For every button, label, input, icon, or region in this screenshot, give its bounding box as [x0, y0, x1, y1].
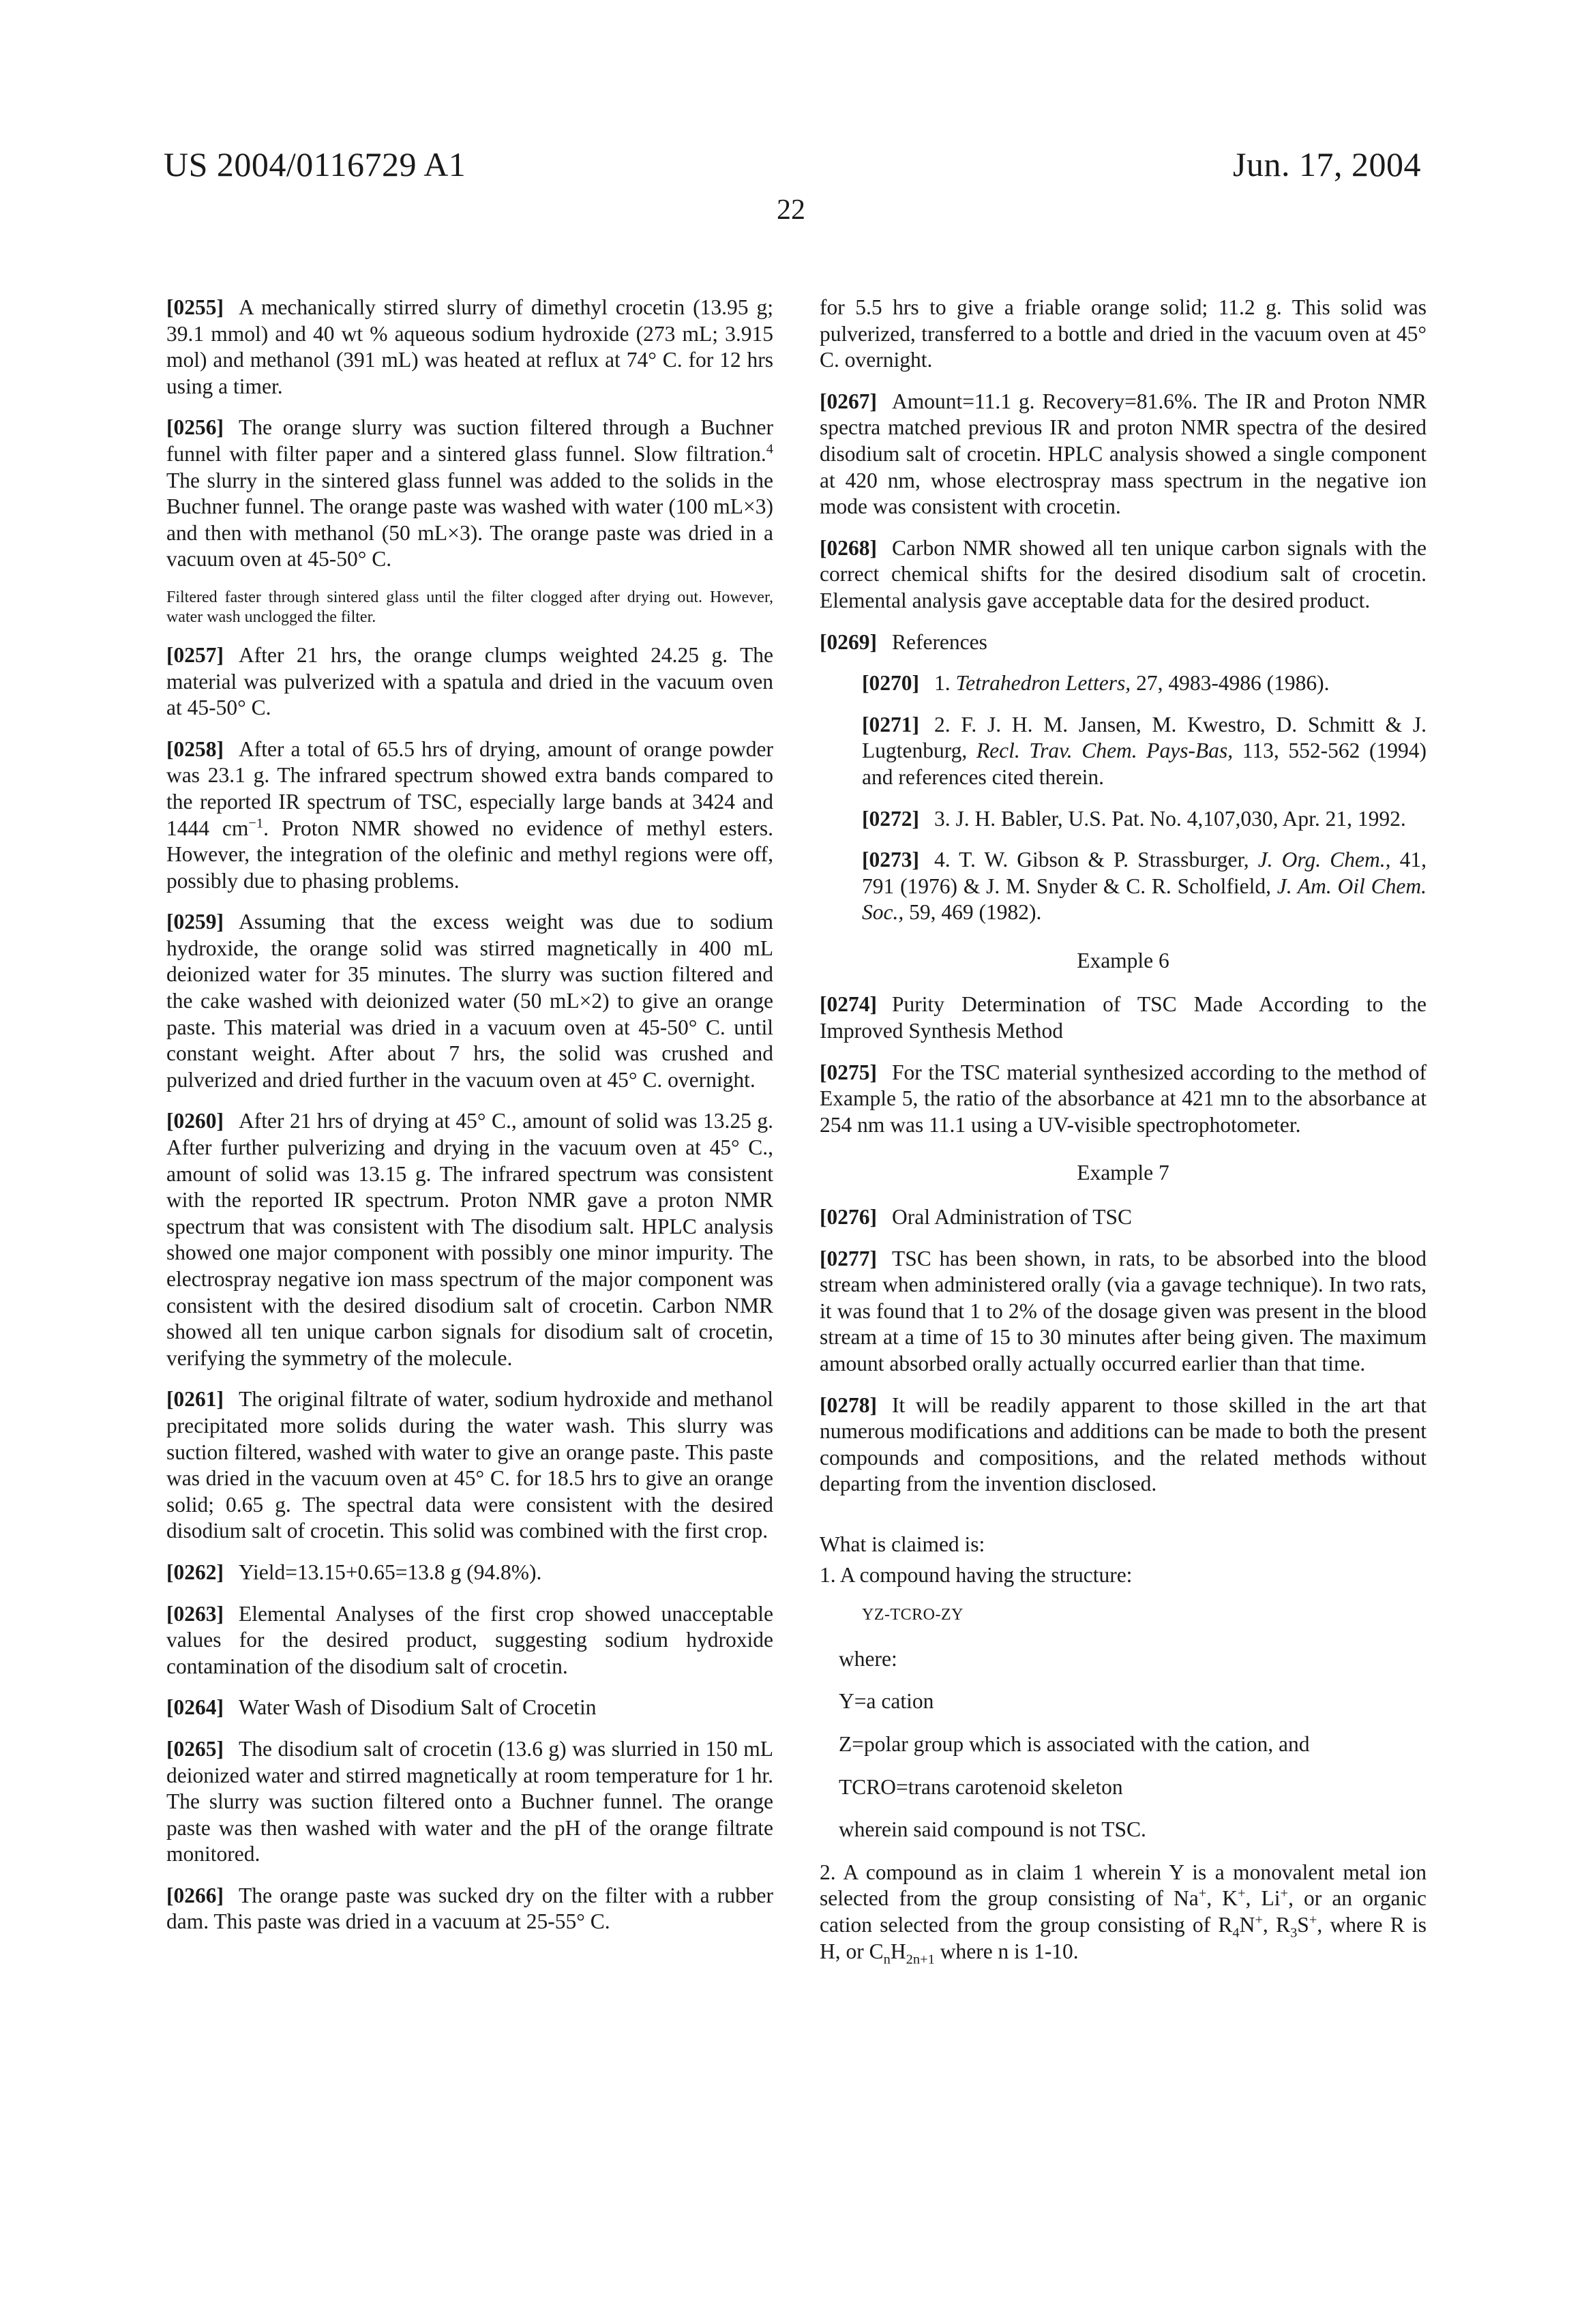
claim-2	[820, 1860, 1427, 1965]
paragraph-number: [0257]	[166, 643, 224, 667]
footnote-marker: 4	[766, 441, 773, 456]
claim-text: , K	[1206, 1886, 1238, 1910]
paragraph-0275	[820, 1060, 1427, 1139]
paragraph-number: [0278]	[820, 1393, 877, 1417]
reference-text: 2. F. J. H. M. Jansen, M. Kwestro, D. Schmitt & J. Lugtenburg,	[862, 713, 1427, 763]
subscript: 3	[1290, 1925, 1297, 1940]
publication-number: US 2004/0116729 A1	[164, 145, 466, 184]
reference-text: 27, 4983-4986 (1986).	[1131, 671, 1329, 695]
claim-text: , R	[1263, 1913, 1290, 1937]
claim-1-proviso: wherein said compound is not TSC.	[820, 1817, 1427, 1843]
paragraph-0268	[820, 535, 1427, 614]
paragraph-0277	[820, 1246, 1427, 1377]
paragraph-0257	[166, 642, 773, 721]
paragraph-text: It will be readily apparent to those skilled in the art that numerous modifications and additions can be made to both the present compounds and compositions, and the related methods without departing from the invention disclosed.	[820, 1393, 1427, 1496]
paragraph-number: [0259]	[166, 910, 224, 934]
reference-text: 1.	[934, 671, 956, 695]
claim-text: , where R is H, or C	[820, 1913, 1427, 1963]
superscript: +	[1238, 1886, 1246, 1901]
paragraph-number: [0275]	[820, 1060, 877, 1084]
paragraph-text: Oral Administration of TSC	[892, 1205, 1132, 1229]
paragraph-0276	[820, 1204, 1427, 1231]
left-column	[166, 295, 773, 1950]
paragraph-number: [0262]	[166, 1560, 224, 1584]
superscript: −1	[248, 816, 263, 831]
paragraph-number: [0277]	[820, 1247, 877, 1270]
paragraph-0260	[166, 1108, 773, 1371]
paragraph-text: The orange slurry was suction filtered through a Buchner funnel with filter paper and a sintered glass funnel. Slow filtration.	[166, 415, 773, 466]
paragraph-text: After a total of 65.5 hrs of drying, amount of orange powder was 23.1 g. The infrared spectrum showed extra bands compared to the reported IR spectrum of TSC, especially large bands at 3424 and 1444 cm	[166, 737, 773, 840]
paragraph-text: Purity Determination of TSC Made According to the Improved Synthesis Method	[820, 992, 1427, 1043]
journal-title: Tetrahedron Letters,	[955, 671, 1131, 695]
paragraph-0266-continued: for 5.5 hrs to give a friable orange solid; 11.2 g. This solid was pulverized, transferred to a bottle and dried in the vacuum oven at 45° C. overnight.	[820, 295, 1427, 374]
paragraph-number: [0261]	[166, 1387, 224, 1411]
paragraph-number: [0269]	[820, 630, 877, 654]
paragraph-0265	[166, 1736, 773, 1868]
right-column	[820, 295, 1427, 1974]
paragraph-text: A mechanically stirred slurry of dimethyl crocetin (13.95 g; 39.1 mmol) and 40 wt % aqueous sodium hydroxide (273 mL; 3.915 mol) and methanol (391 mL) was heated at reflux at 74° C. for 12 hrs using a timer.	[166, 295, 773, 398]
paragraph-text: Amount=11.1 g. Recovery=81.6%. The IR and Proton NMR spectra matched previous IR and proton NMR spectra of the desired disodium salt of crocetin. HPLC analysis showed a single component at 420 nm, whose electrospray mass spectrum in the negative ion mode was consistent with crocetin.	[820, 389, 1427, 518]
paragraph-text: For the TSC material synthesized according to the method of Example 5, the ratio of the absorbance at 421 mn to the absorbance at 254 nm was 11.1 using a UV-visible spectrophotometer.	[820, 1060, 1427, 1137]
claim-text: where n is 1-10.	[935, 1939, 1079, 1963]
definition-tcro: TCRO=trans carotenoid skeleton	[820, 1774, 1427, 1801]
subscript: n	[884, 1952, 891, 1967]
claim-text: H	[891, 1939, 906, 1963]
paragraph-0258	[166, 736, 773, 895]
paragraph-number: [0258]	[166, 737, 224, 761]
paragraph-text: . Proton NMR showed no evidence of methyl esters. However, the integration of the olefinic and methyl regions were off, possibly due to phasing problems.	[166, 816, 773, 893]
paragraph-text: Water Wash of Disodium Salt of Crocetin	[239, 1695, 597, 1719]
where-label: where:	[820, 1646, 1427, 1673]
reference-0270	[820, 670, 1427, 697]
reference-0272	[820, 806, 1427, 833]
superscript: +	[1309, 1912, 1317, 1927]
paragraph-text: The original filtrate of water, sodium hydroxide and methanol precipitated more solids during the water wash. This slurry was suction filtered, washed with water to give an orange paste. This paste was dried in the vacuum oven at 45° C. for 18.5 hrs to give an orange solid; 0.65 g. The spectral data were consistent with the desired disodium salt of crocetin. This solid was combined with the first crop.	[166, 1387, 773, 1543]
paragraph-0259	[166, 909, 773, 1093]
paragraph-text: The slurry in the sintered glass funnel was added to the solids in the Buchner funnel. The orange paste was washed with water (100 mL×3) and then with methanol (50 mL×3). The orange paste was dried in a vacuum oven at 45-50° C.	[166, 468, 773, 571]
reference-text: 113, 552-562 (1994) and references cited therein.	[862, 739, 1427, 789]
claim-text: , Li	[1246, 1886, 1281, 1910]
reference-0273	[820, 847, 1427, 926]
paragraph-text: Elemental Analyses of the first crop showed unacceptable values for the desired product, suggesting sodium hydroxide contamination of the disodium salt of crocetin.	[166, 1602, 773, 1678]
reference-0271	[820, 712, 1427, 791]
paragraph-number: [0266]	[166, 1883, 224, 1907]
paragraph-number: [0271]	[862, 713, 919, 736]
paragraph-0278	[820, 1392, 1427, 1498]
paragraph-0261	[166, 1386, 773, 1545]
paragraph-text: TSC has been shown, in rats, to be absorbed into the blood stream when administered orally (via a gavage technique). In two rats, it was found that 1 to 2% of the dosage given was present in the blood stream at a time of 15 to 30 minutes after being given. The maximum amount absorbed orally actually occurred earlier than that time.	[820, 1247, 1427, 1375]
footnote: Filtered faster through sintered glass until the filter clogged after drying out. However, water wash unclogged the filter.	[166, 588, 773, 627]
subscript: 4	[1232, 1925, 1239, 1940]
paragraph-number: [0268]	[820, 536, 877, 560]
paragraph-text: Carbon NMR showed all ten unique carbon signals with the correct chemical shifts for the desired disodium salt of crocetin. Elemental analysis gave acceptable data for the desired product.	[820, 536, 1427, 612]
reference-text: 3. J. H. Babler, U.S. Pat. No. 4,107,030, Apr. 21, 1992.	[934, 807, 1406, 831]
paragraph-text: After 21 hrs of drying at 45° C., amount of solid was 13.25 g. After further pulverizing and drying in the vacuum oven at 45° C., amount of solid was 13.15 g. The infrared spectrum was consistent with the reported IR spectrum. Proton NMR gave a proton NMR spectrum that was consistent with The disodium salt. HPLC analysis showed one major component with possibly one minor impurity. The electrospray negative ion mass spectrum of the major component was consistent with the desired disodium salt of crocetin. Carbon NMR showed all ten unique carbon signals for disodium salt of crocetin, verifying the symmetry of the molecule.	[166, 1109, 773, 1369]
claim-text: 2. A compound as in claim 1 wherein Y is a monovalent metal ion selected from the group consisting of Na	[820, 1860, 1427, 1911]
paragraph-0263	[166, 1601, 773, 1680]
example-6-heading: Example 6	[820, 948, 1427, 974]
paragraph-number: [0270]	[862, 671, 919, 695]
superscript: +	[1281, 1886, 1289, 1901]
paragraph-text: Assuming that the excess weight was due to sodium hydroxide, the orange solid was stirred magnetically in 400 mL deionized water for 35 minutes. The slurry was suction filtered and the cake washed with deionized water (50 mL×2) to give an orange paste. This material was dried in a vacuum oven at 45-50° C. until constant weight. After about 7 hrs, the solid was crushed and pulverized and dried further in the vacuum oven at 45° C. overnight.	[166, 910, 773, 1092]
paragraph-number: [0256]	[166, 415, 224, 439]
structure-formula: YZ-TCRO-ZY	[820, 1602, 1427, 1628]
paragraph-text: Yield=13.15+0.65=13.8 g (94.8%).	[239, 1560, 541, 1584]
page-number: 22	[0, 194, 1582, 226]
subscript: 2n+1	[906, 1952, 935, 1967]
paragraph-text: After 21 hrs, the orange clumps weighted 24.25 g. The material was pulverized with a spatula and dried in the vacuum oven at 45-50° C.	[166, 643, 773, 719]
claims-lead: What is claimed is:	[820, 1532, 1427, 1558]
paragraph-0256	[166, 415, 773, 573]
paragraph-0266	[166, 1883, 773, 1935]
journal-title: Recl. Trav. Chem. Pays-Bas,	[976, 739, 1233, 762]
definition-z: Z=polar group which is associated with the cation, and	[820, 1731, 1427, 1758]
superscript: +	[1255, 1912, 1263, 1927]
journal-title: J. Org. Chem.,	[1258, 848, 1391, 872]
paragraph-0264	[166, 1695, 773, 1721]
reference-text: 4. T. W. Gibson & P. Strassburger,	[934, 848, 1258, 872]
paragraph-number: [0263]	[166, 1602, 224, 1626]
paragraph-number: [0264]	[166, 1695, 224, 1719]
paragraph-number: [0276]	[820, 1205, 877, 1229]
reference-text: 59, 469 (1982).	[904, 900, 1041, 924]
claim-text: S	[1297, 1913, 1309, 1937]
paragraph-text: The orange paste was sucked dry on the filter with a rubber dam. This paste was dried in a vacuum at 25-55° C.	[166, 1883, 773, 1934]
paragraph-number: [0255]	[166, 295, 224, 319]
paragraph-0262	[166, 1560, 773, 1586]
paragraph-text: The disodium salt of crocetin (13.6 g) was slurried in 150 mL deionized water and stirred magnetically at room temperature for 1 hr. The slurry was suction filtered onto a Buchner funnel. The orange paste was then washed with water and the pH of the orange filtrate monitored.	[166, 1737, 773, 1866]
paragraph-number: [0274]	[820, 992, 877, 1016]
paragraph-number: [0272]	[862, 807, 919, 831]
claim-text: N	[1240, 1913, 1255, 1937]
paragraph-0274	[820, 992, 1427, 1044]
paragraph-number: [0267]	[820, 389, 877, 413]
paragraph-number: [0273]	[862, 848, 919, 872]
paragraph-0255	[166, 295, 773, 400]
paragraph-text: References	[892, 630, 987, 654]
paragraph-0269	[820, 629, 1427, 656]
example-7-heading: Example 7	[820, 1160, 1427, 1187]
claim-text: , or an organic cation selected from the group consisting of R	[820, 1886, 1427, 1937]
definition-y: Y=a cation	[820, 1688, 1427, 1715]
paragraph-0267	[820, 389, 1427, 520]
superscript: +	[1199, 1886, 1207, 1901]
paragraph-number: [0260]	[166, 1109, 224, 1133]
journal-title: J. Am. Oil Chem. Soc.,	[862, 874, 1427, 925]
paragraph-number: [0265]	[166, 1737, 224, 1761]
publication-date: Jun. 17, 2004	[1233, 145, 1421, 184]
reference-text: 41, 791 (1976) & J. M. Snyder & C. R. Scholfield,	[862, 848, 1427, 898]
claim-1: 1. A compound having the structure:	[820, 1562, 1427, 1589]
